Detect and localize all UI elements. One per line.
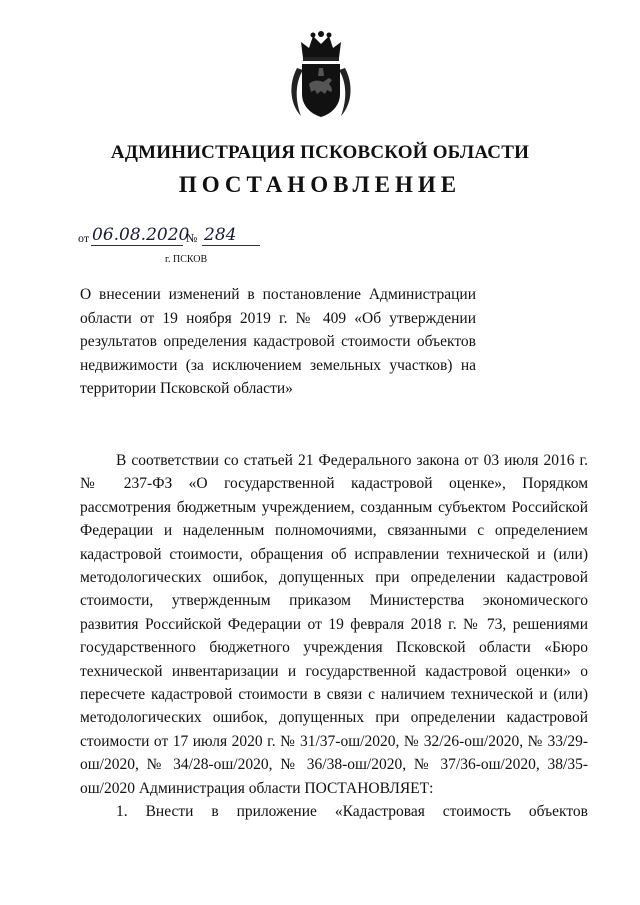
number-underline [202, 245, 260, 246]
body-paragraph: В соответствии со статьей 21 Федерального закона от 03 июля 2016 г. № 237-ФЗ «О государственной кадастровой оценке», Порядком рассмотрения бюджетным учреждением, созданным субъектом Российской Федерации и наделенным полномочиями, связанными с определением кадастровой стоимости, обращения об исправлении технической и (или) методологических ошибок, допущенных при определении кадастровой стоимости, утвержденным приказом Министерства экономического развития Российской Федерации от 19 февраля 2018 г. № 73, решениями государственного бюджетного учреждения Псковской области «Бюро технической инвентаризации и государственной кадастровой оценки» о пересчете кадастровой стоимости в связи с наличием технической и (или) методологических ошибок, допущенных при определении кадастровой стоимости от 17 июля 2020 г. № 31/37-ош/2020, № 32/26-ош/2020, № 33/29-ош/2020, № 34/28-ош/2020, № 36/38-ош/2020, № 37/36-ош/2020, 38/35-ош/2020 Администрация области ПОСТАНОВЛЯЕТ: [80, 452, 588, 797]
date-number-line [78, 220, 278, 250]
city-label: г. ПСКОВ [165, 254, 208, 265]
list-item: 1. Внести в приложение «Кадастровая стоимость объектов [116, 803, 588, 821]
pskov-coat-of-arms-icon [289, 28, 353, 120]
date-underline [91, 245, 183, 246]
date-prefix: от [78, 231, 90, 245]
document-subject: О внесении изменений в постановление Администрации области от 19 ноября 2019 г. № 409 «Об утверждении результатов определения кадастровой стоимости объектов недвижимости (за исключением земельных участков) на территории Псковской области» [80, 286, 476, 397]
number-value: 284 [204, 225, 237, 245]
document-type-title: ПОСТАНОВЛЕНИЕ [178, 172, 462, 197]
document-body [80, 449, 588, 824]
organization-title: АДМИНИСТРАЦИЯ ПСКОВСКОЙ ОБЛАСТИ [110, 142, 530, 163]
number-prefix: № [186, 231, 198, 245]
date-value: 06.08.2020 [92, 225, 190, 245]
